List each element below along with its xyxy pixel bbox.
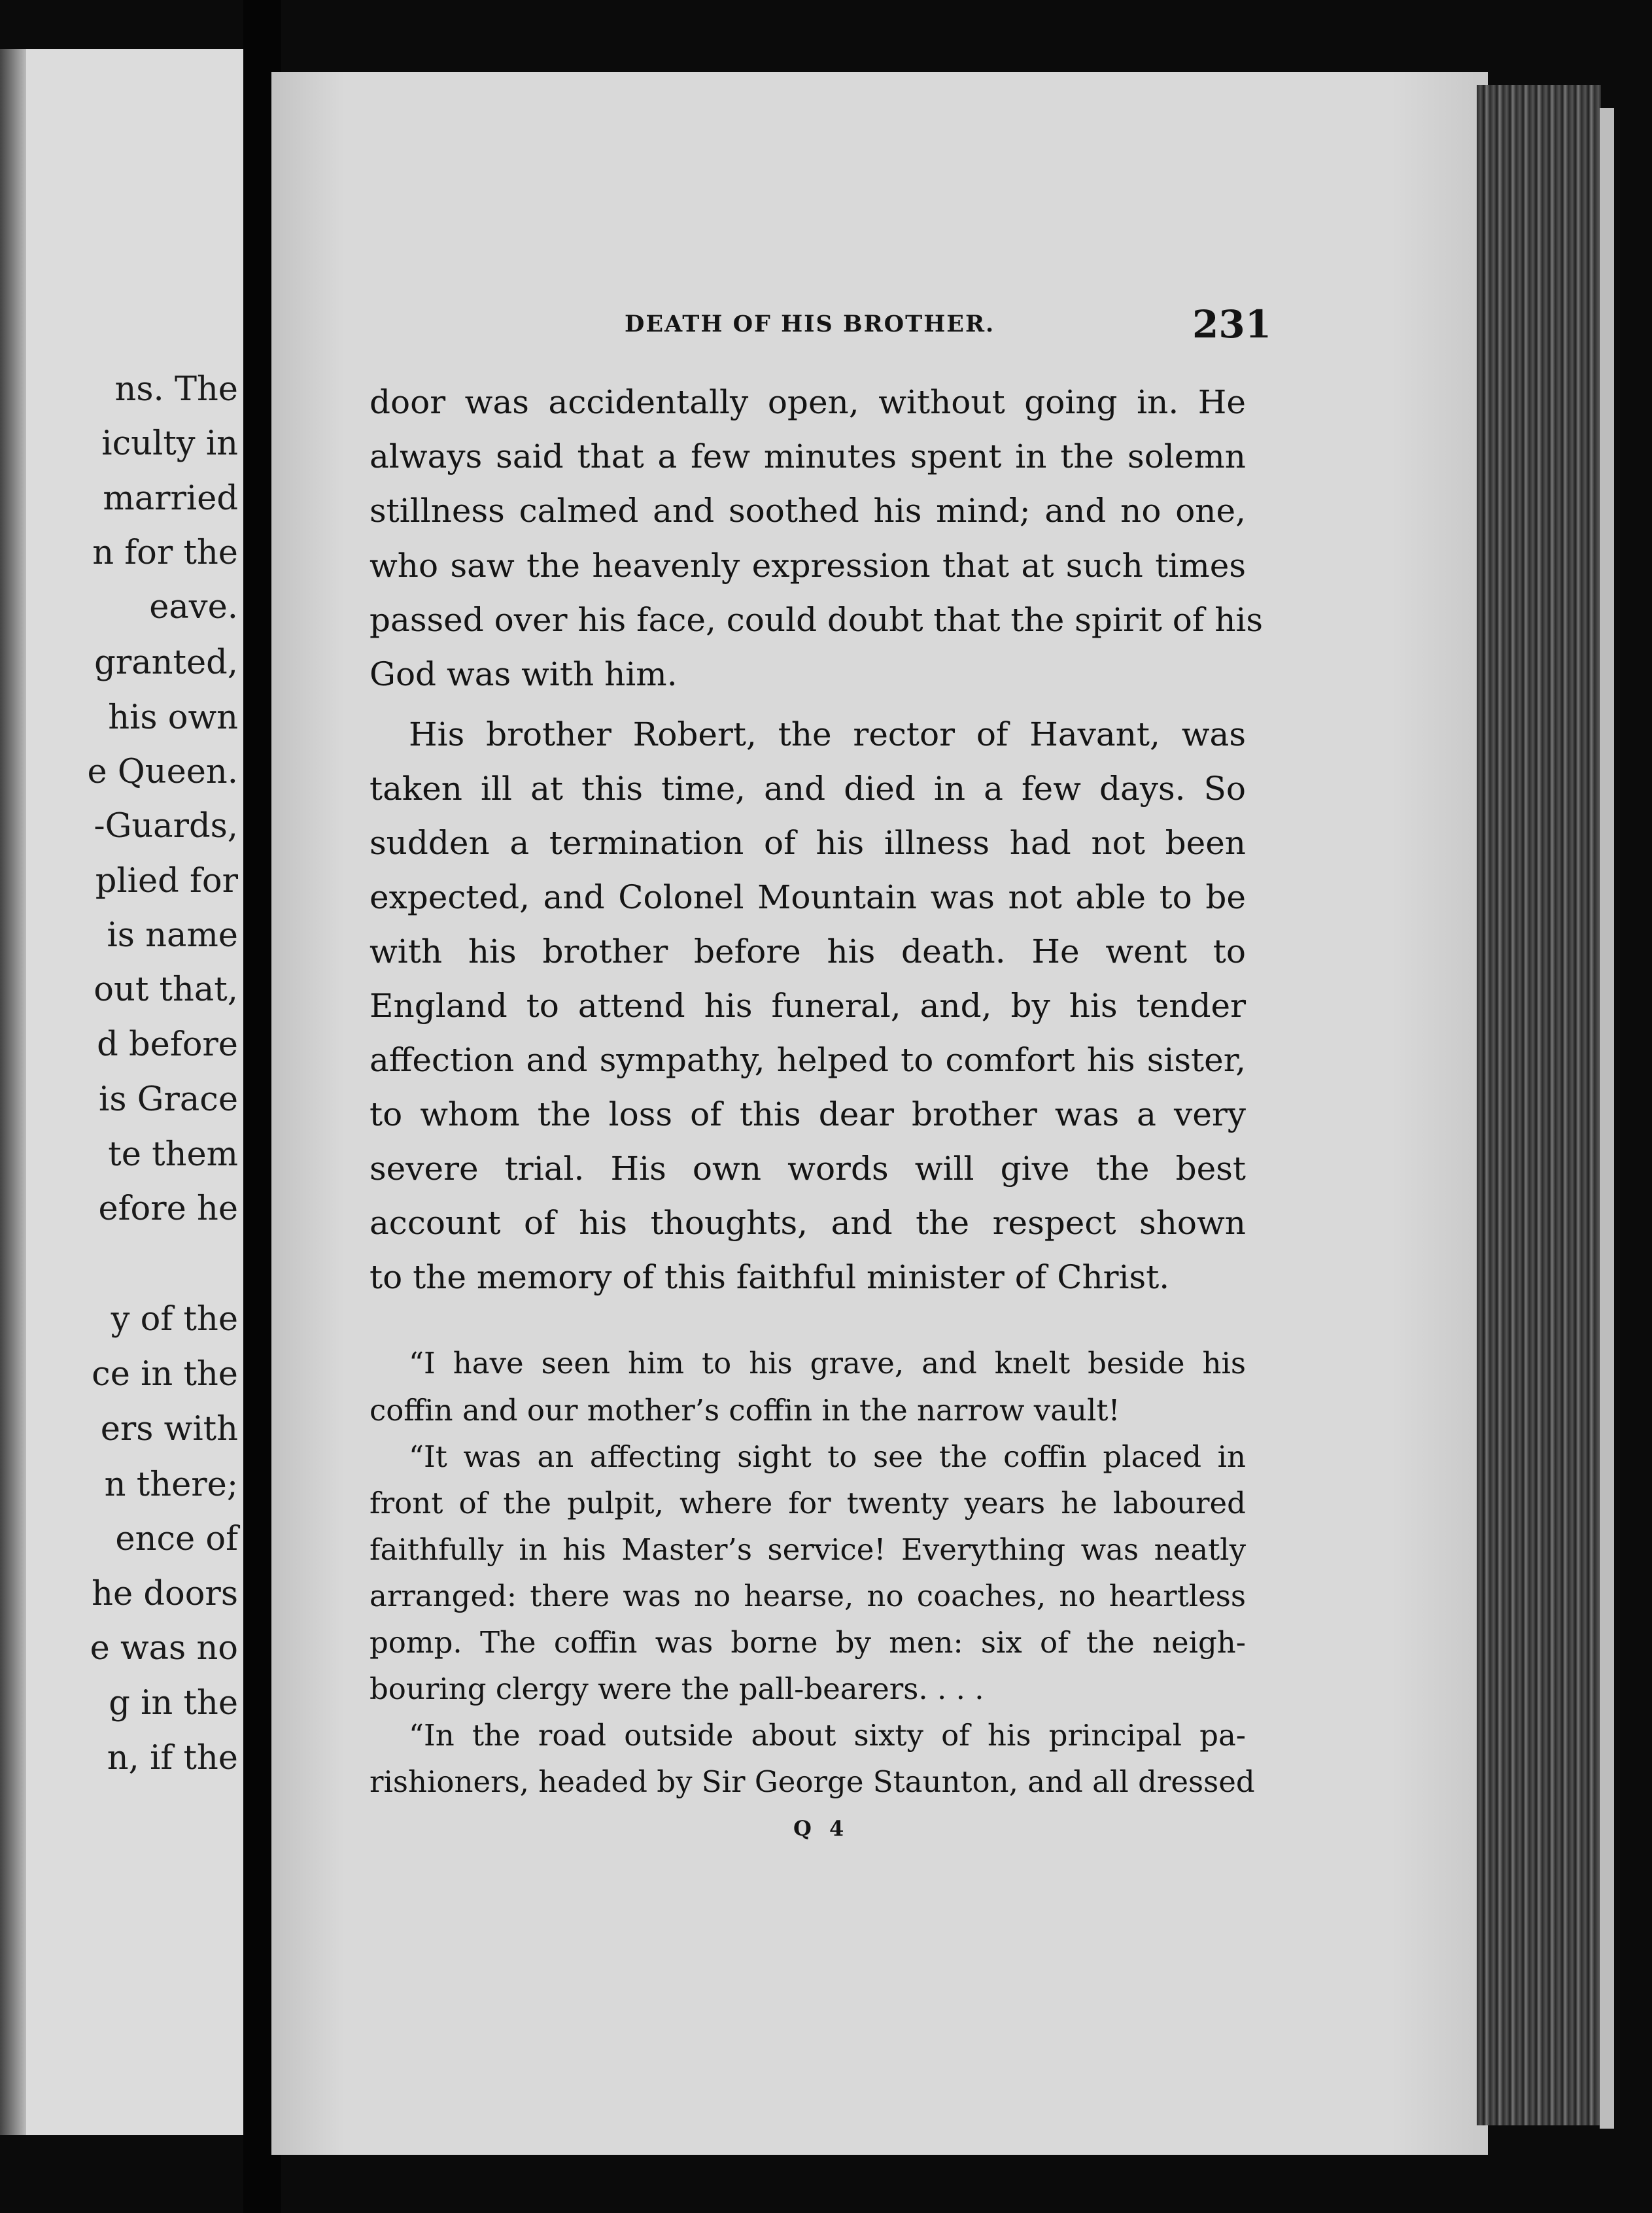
quote-line: faithfully in his Master’s service! Everything was neatly [370,1532,1246,1567]
quote-line: arranged: there was no hearse, no coaches, no heartless [370,1579,1246,1613]
left-page-line: e Queen. [87,753,238,791]
body-line: expected, and Colonel Mountain was not able to be [370,878,1246,916]
body-line: sudden a termination of his illness had not been [370,824,1246,862]
left-page-line: he doors [92,1575,238,1613]
body-line: always said that a few minutes spent in the solemn [370,437,1246,475]
left-page-line: married [103,479,238,518]
left-page-line: n there; [104,1466,238,1504]
left-page-line: out that, [94,970,238,1009]
page-edge-highlight [1600,108,1614,2129]
quote-line: coffin and our mother’s coffin in the narrow vault! [370,1393,1120,1428]
body-line: passed over his face, could doubt that the spirit of his [370,601,1264,639]
body-line: stillness calmed and soothed his mind; and no one, [370,492,1246,530]
quote-line: bouring clergy were the pall-bearers. . . . [370,1672,984,1706]
left-page-line: ce in the [92,1355,238,1394]
quote-line: rishioners, headed by Sir George Staunton, and all dressed [370,1764,1255,1799]
running-header: DEATH OF HIS BROTHER. [625,311,995,337]
body-line: door was accidentally open, without going in. He [370,383,1246,421]
body-line: to the memory of this faithful minister of Christ. [370,1258,1170,1296]
page-number: 231 [1192,302,1272,347]
left-facing-page [0,49,243,2135]
left-page-line: e was no [90,1629,238,1668]
body-line: with his brother before his death. He went to [370,933,1246,970]
left-page-line: is Grace [99,1080,238,1119]
left-page-line: iculty in [101,424,238,463]
body-line: to whom the loss of this dear brother was a very [370,1095,1246,1133]
quote-line: “I have seen him to his grave, and knelt beside his [409,1346,1246,1381]
body-line: account of his thoughts, and the respect shown [370,1204,1246,1242]
body-line: England to attend his funeral, and, by his tender [370,987,1246,1025]
left-page-line: te them [108,1135,238,1174]
left-page-line: n for the [92,534,238,572]
left-page-line: d before [97,1025,238,1064]
left-page-shadow [0,49,26,2135]
left-page-line: y of the [111,1300,238,1339]
left-page-line: -Guards, [94,807,238,846]
left-page-line: ns. The [114,370,238,409]
body-line: affection and sympathy, helped to comfort his sister, [370,1041,1246,1079]
left-page-line: ence of [115,1520,238,1558]
left-page-line: eave. [149,588,238,626]
left-page-line: is name [107,916,238,955]
quote-line: pomp. The coffin was borne by men: six of the neigh- [370,1625,1246,1660]
quote-line: “It was an affecting sight to see the coffin placed in [409,1439,1246,1474]
left-page-line: ers with [100,1410,238,1449]
left-page-line: his own [108,698,238,737]
quote-line: “In the road outside about sixty of his principal pa- [409,1718,1246,1753]
quote-line: front of the pulpit, where for twenty years he laboured [370,1486,1246,1520]
left-page-line: efore he [98,1190,238,1228]
left-page-line: plied for [95,862,238,901]
page-edges [1477,85,1601,2125]
body-line: His brother Robert, the rector of Havant, was [409,715,1246,753]
signature-mark: Q 4 [793,1816,850,1841]
body-line: who saw the heavenly expression that at such times [370,547,1246,585]
body-line: God was with him. [370,655,678,693]
left-page-line: granted, [94,643,238,682]
left-page-line: g in the [109,1684,238,1723]
left-page-line: n, if the [107,1739,238,1777]
body-line: taken ill at this time, and died in a few days. So [370,770,1246,808]
body-line: severe trial. His own words will give the best [370,1150,1246,1188]
